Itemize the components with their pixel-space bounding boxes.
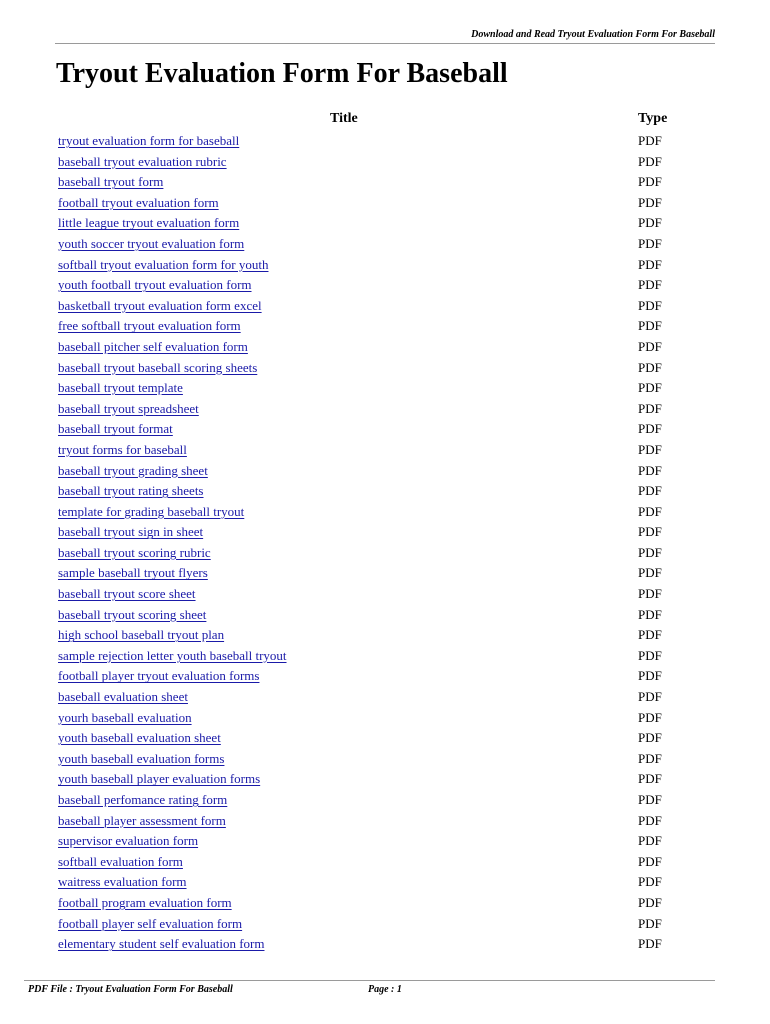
- list-item: [58, 255, 698, 276]
- file-type-label: PDF: [638, 668, 662, 684]
- file-type-label: PDF: [638, 153, 662, 169]
- list-item: [58, 522, 698, 543]
- document-link[interactable]: waitress evaluation form: [58, 874, 187, 890]
- file-type-label: PDF: [638, 544, 662, 560]
- document-link[interactable]: football tryout evaluation form: [58, 194, 219, 210]
- document-link[interactable]: baseball tryout score sheet: [58, 586, 196, 602]
- document-link[interactable]: baseball tryout format: [58, 421, 173, 437]
- list-item: [58, 934, 698, 955]
- footer-divider: [24, 980, 715, 981]
- document-link[interactable]: baseball tryout spreadsheet: [58, 400, 199, 416]
- document-link[interactable]: tryout forms for baseball: [58, 441, 187, 457]
- list-item: [58, 769, 698, 790]
- document-link[interactable]: tryout evaluation form for baseball: [58, 133, 240, 148]
- document-link[interactable]: high school baseball tryout plan: [58, 627, 225, 643]
- list-item: [58, 543, 698, 564]
- document-link[interactable]: baseball tryout scoring rubric: [58, 544, 211, 560]
- file-type-label: PDF: [638, 318, 662, 334]
- file-type-label: PDF: [638, 235, 662, 251]
- list-item: [58, 399, 698, 420]
- document-link[interactable]: baseball pitcher self evaluation form: [58, 338, 248, 354]
- list-item: [58, 811, 698, 832]
- file-type-label: PDF: [638, 833, 662, 849]
- document-link[interactable]: football player tryout evaluation forms: [58, 668, 260, 684]
- document-link[interactable]: youth football tryout evaluation form: [58, 277, 252, 293]
- footer-page-number: Page : 1: [368, 984, 402, 995]
- file-type-label: PDF: [638, 256, 662, 272]
- list-item: [58, 337, 698, 358]
- list-item: [58, 790, 698, 811]
- document-link[interactable]: baseball tryout evaluation rubric: [58, 153, 227, 169]
- list-item: [58, 419, 698, 440]
- file-type-label: PDF: [638, 133, 662, 148]
- list-item: [58, 749, 698, 770]
- file-type-label: PDF: [638, 894, 662, 910]
- file-type-label: PDF: [638, 709, 662, 725]
- file-type-label: PDF: [638, 503, 662, 519]
- document-link[interactable]: baseball tryout template: [58, 380, 183, 396]
- file-type-label: PDF: [638, 421, 662, 437]
- document-link[interactable]: softball evaluation form: [58, 853, 183, 869]
- list-item: [58, 605, 698, 626]
- file-type-label: PDF: [638, 606, 662, 622]
- list-item: [58, 378, 698, 399]
- file-type-label: PDF: [638, 771, 662, 787]
- file-type-label: PDF: [638, 812, 662, 828]
- list-item: [58, 502, 698, 523]
- list-item: [58, 893, 698, 914]
- document-link[interactable]: softball tryout evaluation form for youth: [58, 256, 269, 272]
- document-link[interactable]: baseball player assessment form: [58, 812, 226, 828]
- list-item: [58, 728, 698, 749]
- file-type-label: PDF: [638, 524, 662, 540]
- file-type-label: PDF: [638, 277, 662, 293]
- document-link[interactable]: elementary student self evaluation form: [58, 936, 265, 952]
- document-link[interactable]: free softball tryout evaluation form: [58, 318, 241, 334]
- document-link[interactable]: sample rejection letter youth baseball tryout: [58, 647, 287, 663]
- document-link[interactable]: youth baseball evaluation forms: [58, 750, 225, 766]
- file-type-label: PDF: [638, 194, 662, 210]
- list-item: [58, 275, 698, 296]
- document-link[interactable]: baseball perfomance rating form: [58, 792, 228, 807]
- list-item: [58, 914, 698, 935]
- list-item: [58, 625, 698, 646]
- file-type-label: PDF: [638, 792, 662, 807]
- document-link[interactable]: template for grading baseball tryout: [58, 503, 245, 519]
- list-item: [58, 872, 698, 893]
- list-item: [58, 708, 698, 729]
- document-link[interactable]: sample baseball tryout flyers: [58, 565, 208, 581]
- footer-file-label: PDF File : Tryout Evaluation Form For Baseball: [28, 984, 233, 995]
- document-link[interactable]: football player self evaluation form: [58, 915, 243, 931]
- document-link[interactable]: baseball tryout sign in sheet: [58, 524, 204, 540]
- file-type-label: PDF: [638, 689, 662, 705]
- file-type-label: PDF: [638, 915, 662, 931]
- list-item: [58, 131, 698, 152]
- page-title: Tryout Evaluation Form For Baseball: [56, 58, 508, 89]
- file-type-label: PDF: [638, 565, 662, 581]
- document-link[interactable]: baseball evaluation sheet: [58, 689, 188, 705]
- document-link[interactable]: baseball tryout rating sheets: [58, 483, 204, 499]
- file-type-label: PDF: [638, 174, 662, 190]
- file-type-label: PDF: [638, 647, 662, 663]
- file-type-label: PDF: [638, 441, 662, 457]
- document-link[interactable]: little league tryout evaluation form: [58, 215, 240, 231]
- list-item: [58, 172, 698, 193]
- document-link[interactable]: baseball tryout form: [58, 174, 164, 190]
- list-item: [58, 234, 698, 255]
- document-link[interactable]: football program evaluation form: [58, 894, 232, 910]
- column-header-title: Title: [330, 111, 358, 126]
- file-type-label: PDF: [638, 936, 662, 952]
- document-link[interactable]: youth baseball evaluation sheet: [58, 730, 221, 746]
- file-type-label: PDF: [638, 483, 662, 499]
- column-header-type: Type: [638, 111, 668, 126]
- list-item: [58, 152, 698, 173]
- file-type-label: PDF: [638, 586, 662, 602]
- list-item: [58, 461, 698, 482]
- file-type-label: PDF: [638, 853, 662, 869]
- document-link[interactable]: baseball tryout scoring sheet: [58, 606, 207, 622]
- file-type-label: PDF: [638, 874, 662, 890]
- list-item: [58, 687, 698, 708]
- list-item: [58, 646, 698, 667]
- document-link[interactable]: baseball tryout grading sheet: [58, 462, 208, 478]
- document-link[interactable]: baseball tryout baseball scoring sheets: [58, 359, 258, 375]
- document-link[interactable]: youth baseball player evaluation forms: [58, 771, 261, 787]
- list-item: [58, 584, 698, 605]
- file-type-label: PDF: [638, 462, 662, 478]
- document-link[interactable]: basketball tryout evaluation form excel: [58, 297, 262, 313]
- document-link[interactable]: supervisor evaluation form: [58, 833, 199, 849]
- file-type-label: PDF: [638, 400, 662, 416]
- list-item: [58, 831, 698, 852]
- list-item: [58, 666, 698, 687]
- document-list: [58, 131, 698, 955]
- file-type-label: PDF: [638, 730, 662, 746]
- file-type-label: PDF: [638, 297, 662, 313]
- list-item: [58, 316, 698, 337]
- file-type-label: PDF: [638, 380, 662, 396]
- list-item: [58, 193, 698, 214]
- file-type-label: PDF: [638, 215, 662, 231]
- document-link[interactable]: youth soccer tryout evaluation form: [58, 235, 245, 251]
- list-item: [58, 296, 698, 317]
- list-item: [58, 481, 698, 502]
- file-type-label: PDF: [638, 627, 662, 643]
- list-item: [58, 358, 698, 379]
- header-divider: [55, 43, 715, 44]
- document-link[interactable]: yourh baseball evaluation: [58, 709, 192, 725]
- file-type-label: PDF: [638, 359, 662, 375]
- list-item: [58, 440, 698, 461]
- list-item: [58, 563, 698, 584]
- file-type-label: PDF: [638, 750, 662, 766]
- header-note: Download and Read Tryout Evaluation Form For Baseball: [471, 29, 715, 40]
- list-item: [58, 852, 698, 873]
- file-type-label: PDF: [638, 338, 662, 354]
- list-item: [58, 213, 698, 234]
